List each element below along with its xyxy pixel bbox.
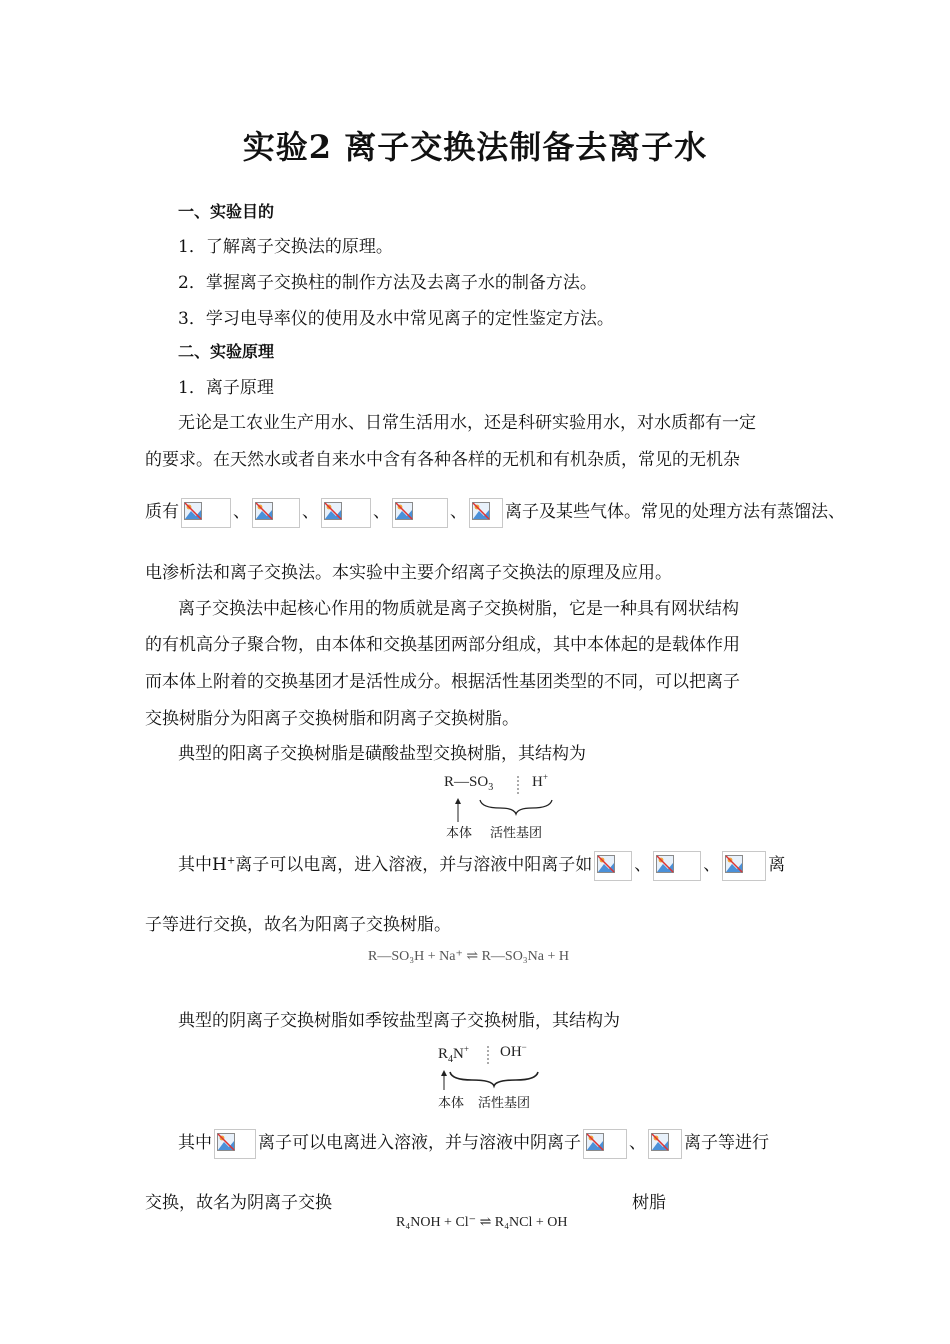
inline-image-placeholder: [321, 498, 371, 528]
separator: 、: [634, 855, 652, 875]
paragraph-line: 典型的阴离子交换树脂如季铵盐型离子交换树脂，其结构为: [178, 1011, 620, 1031]
separator: 、: [233, 502, 250, 522]
anion-exchange-equation: R₄NOH + Cl⁻ ⇌ R₄NCl + OH: [396, 1215, 568, 1230]
text-fragment: 离子可以电离，进入溶液，并与溶液中阳离子如: [235, 855, 593, 875]
page-title: 实验2 离子交换法制备去离子水: [242, 128, 708, 166]
text-fragment: 离子等进行: [684, 1133, 769, 1153]
text-fragment: 离: [768, 855, 786, 875]
inline-image-placeholder: [214, 1129, 256, 1159]
inline-image-placeholder: [469, 498, 503, 528]
broken-image-icon: [651, 1133, 669, 1151]
label-active-group: 活性基团: [478, 1096, 531, 1111]
text-fragment: 其中: [178, 1133, 212, 1153]
paragraph-line: 而本体上附着的交换基团才是活性成分。根据活性基团类型的不同，可以把离子: [145, 672, 740, 692]
inline-image-placeholder: [648, 1129, 682, 1159]
paragraph-line: 交换树脂分为阳离子交换树脂和阴离子交换树脂。: [145, 709, 519, 729]
paragraph-line: 电渗析法和离子交换法。本实验中主要介绍离子交换法的原理及应用。: [145, 563, 672, 583]
objective-item: 2．掌握离子交换柱的制作方法及去离子水的制备方法。: [178, 273, 597, 293]
broken-image-icon: [656, 855, 674, 873]
anion-resin-structure: [436, 1040, 566, 1112]
separator: 、: [703, 855, 721, 875]
paragraph-line-with-images: [145, 497, 845, 528]
cation-resin-structure: [440, 770, 570, 840]
section-heading-objectives: 一、实验目的: [178, 202, 275, 221]
paragraph-line: 离子交换法中起核心作用的物质就是离子交换树脂，它是一种具有网状结构: [178, 599, 739, 619]
subsection-heading: 1．离子原理: [178, 378, 274, 398]
paragraph-line-with-images: [178, 1128, 769, 1159]
structure-formula-right: OH−: [500, 1042, 527, 1060]
structure-formula-left: $R—SO_3$: [444, 774, 494, 793]
inline-image-placeholder: [583, 1129, 627, 1159]
structure-formula-left: $R_4N^+$: [438, 1044, 469, 1065]
section-heading-principle: 二、实验原理: [178, 342, 275, 361]
paragraph-line: 的要求。在天然水或者自来水中含有各种各样的无机和有机杂质，常见的无机杂: [145, 450, 740, 470]
separator: 、: [373, 502, 390, 522]
text-fragment: 其中H: [178, 855, 227, 875]
objective-item: 3．学习电导率仪的使用及水中常见离子的定性鉴定方法。: [178, 309, 614, 329]
label-body: 本体: [446, 826, 473, 841]
inline-image-placeholder: [181, 498, 231, 528]
separator: 、: [302, 502, 319, 522]
broken-image-icon: [395, 502, 413, 520]
paragraph-line: 交换，故名为阴离子交换: [145, 1193, 332, 1213]
separator: 、: [629, 1133, 646, 1153]
text-fragment: 质有: [145, 502, 179, 522]
paragraph-line: 典型的阳离子交换树脂是磺酸盐型交换树脂，其结构为: [178, 744, 586, 764]
paragraph-line: 子等进行交换，故名为阳离子交换树脂。: [145, 915, 451, 935]
broken-image-icon: [586, 1133, 604, 1151]
cation-exchange-equation: R—SO₃H + Na⁺ ⇌ R—SO₃Na + H: [368, 949, 570, 964]
inline-image-placeholder: [594, 851, 632, 881]
inline-image-placeholder: [653, 851, 701, 881]
text-fragment: 离子可以电离进入溶液，并与溶液中阴离子: [258, 1133, 581, 1153]
label-body: 本体: [438, 1096, 465, 1111]
label-active-group: 活性基团: [490, 826, 543, 841]
separator: 、: [450, 502, 467, 522]
structure-formula-right: H+: [532, 772, 548, 790]
broken-image-icon: [597, 855, 615, 873]
broken-image-icon: [725, 855, 743, 873]
broken-image-icon: [217, 1133, 235, 1151]
broken-image-icon: [184, 502, 202, 520]
paragraph-line: 的有机高分子聚合物，由本体和交换基团两部分组成，其中本体起的是载体作用: [145, 635, 740, 655]
broken-image-icon: [324, 502, 342, 520]
inline-image-placeholder: [252, 498, 300, 528]
superscript: +: [226, 855, 236, 867]
objective-item: 1．了解离子交换法的原理。: [178, 237, 393, 257]
paragraph-line: 无论是工农业生产用水、日常生活用水，还是科研实验用水，对水质都有一定: [178, 413, 756, 433]
inline-image-placeholder: [722, 851, 766, 881]
broken-image-icon: [472, 502, 490, 520]
broken-image-icon: [255, 502, 273, 520]
text-fragment: 离子及某些气体。常见的处理方法有蒸馏法、: [505, 502, 845, 522]
paragraph-line-with-images: [178, 850, 785, 881]
inline-image-placeholder: [392, 498, 448, 528]
paragraph-line: 树脂: [632, 1193, 666, 1213]
